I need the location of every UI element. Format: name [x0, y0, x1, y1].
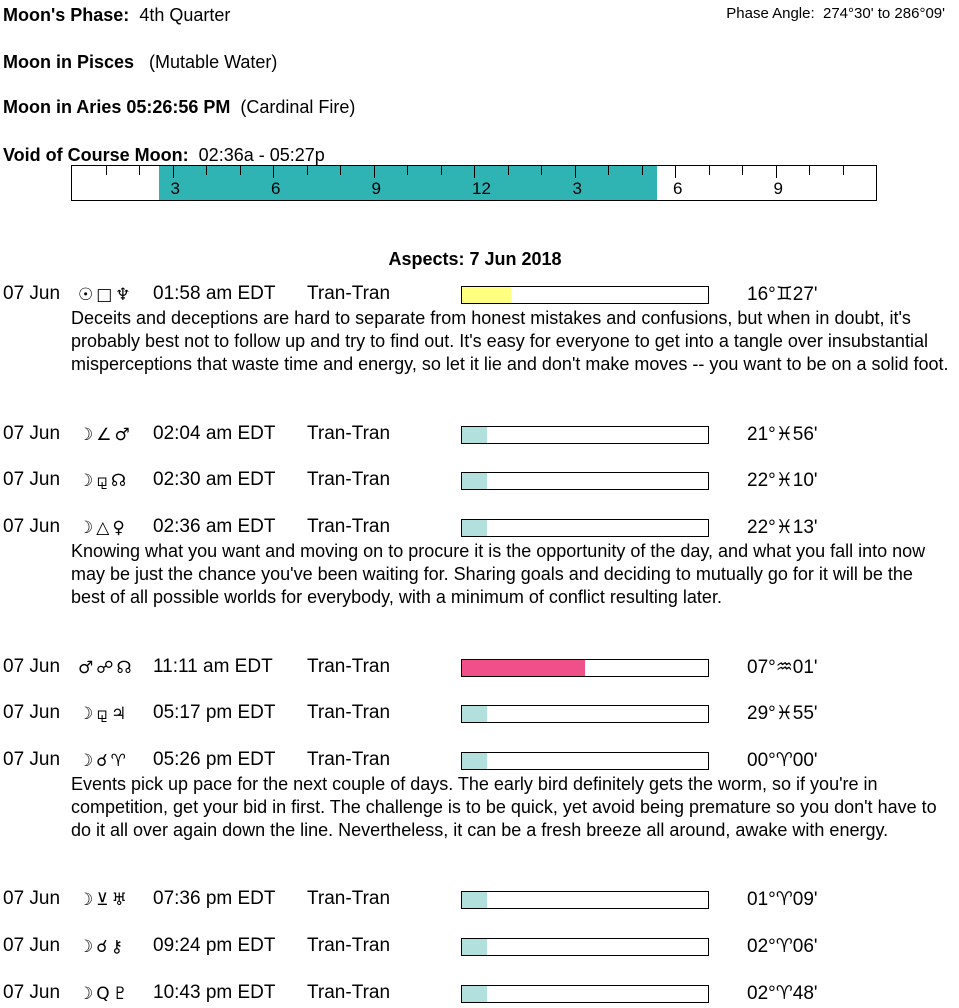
aspect-position: 21°♓56' [747, 424, 818, 445]
aspect-type: Tran-Tran [307, 935, 391, 956]
moon-sign-1-line [3, 52, 277, 73]
aspect-strength-fill [462, 892, 487, 908]
aspect-position: 22°♓13' [747, 517, 818, 538]
aspect-strength-fill [462, 706, 487, 722]
timeline-tick [843, 166, 844, 175]
void-of-course-value: 02:36a - 05:27p [198, 145, 325, 165]
aspect-strength-fill [462, 660, 585, 676]
timeline-tick [776, 166, 777, 178]
void-of-course-line [3, 145, 325, 166]
aspect-date: 07 Jun [3, 982, 61, 1003]
aspects-title: Aspects: 7 Jun 2018 [388, 249, 562, 269]
void-of-course-timeline [71, 165, 877, 201]
phase-angle-value: 274°30' to 286°09' [823, 5, 945, 22]
aspect-date: 07 Jun [3, 935, 61, 956]
aspect-strength-fill [462, 427, 487, 443]
aspect-strength-bar [461, 472, 709, 490]
aspect-type: Tran-Tran [307, 283, 391, 304]
aspect-description: Deceits and deceptions are hard to separate from honest mistakes and confusions, but when in doubt, it's probably best not to follow up and try to find out. It's easy for everyone to get into a tangle over insubstantial misperceptions that waste time and energy, so let it lie and don't make moves -- you want to be on a solid foot. [71, 308, 949, 374]
aspect-strength-bar [461, 705, 709, 723]
timeline-tick [608, 166, 609, 175]
aspect-strength-bar [461, 286, 709, 304]
aspect-date: 07 Jun [3, 469, 61, 490]
aspect-row [3, 516, 953, 540]
aspect-date: 07 Jun [3, 749, 61, 770]
moon-sign-1-element: (Mutable Water) [149, 52, 278, 72]
aspect-position: 16°♊27' [747, 284, 818, 305]
aspect-strength-bar [461, 938, 709, 956]
aspect-glyphs: ☽△♀ [78, 518, 128, 538]
aspect-strength-bar [461, 426, 709, 444]
timeline-hour-label: 9 [371, 179, 381, 198]
aspect-date: 07 Jun [3, 656, 61, 677]
aspect-strength-bar [461, 985, 709, 1003]
aspect-strength-bar [461, 659, 709, 677]
aspect-glyphs: ☉□♆ [78, 285, 134, 305]
aspect-row [3, 656, 953, 680]
aspect-strength-fill [462, 287, 511, 303]
aspect-position: 29°♓55' [747, 703, 818, 724]
timeline-tick [675, 166, 676, 178]
phase-angle [726, 5, 945, 22]
aspect-glyphs: ♂☍☊ [78, 658, 135, 678]
aspect-date: 07 Jun [3, 702, 61, 723]
aspect-row [3, 888, 953, 912]
aspect-time: 09:24 pm EDT [153, 935, 276, 956]
aspect-strength-fill [462, 986, 487, 1002]
aspect-description: Knowing what you want and moving on to procure it is the opportunity of the day, and what you fall into now may be just the chance you've been waiting for. Sharing goals and deciding to mutually go for it will be the best of all possible worlds for everybody, with a minimum of conflict resulting later. [71, 541, 926, 607]
timeline-tick [742, 166, 743, 175]
moon-phase-value: 4th Quarter [139, 5, 231, 25]
timeline-tick [709, 166, 710, 175]
timeline-hour-label: 3 [572, 179, 582, 198]
aspect-strength-fill [462, 473, 487, 489]
void-of-course-label: Void of Course Moon: [3, 145, 189, 165]
moon-sign-2-line [3, 97, 355, 118]
timeline-hour-label: 9 [773, 179, 783, 198]
timeline-tick [575, 166, 576, 178]
timeline-tick [206, 166, 207, 175]
aspect-time: 01:58 am EDT [153, 283, 276, 304]
aspect-row [3, 935, 953, 959]
timeline-tick [307, 166, 308, 175]
aspect-type: Tran-Tran [307, 516, 391, 537]
aspect-position: 07°♒01' [747, 657, 818, 678]
timeline-tick [340, 166, 341, 175]
timeline-tick [809, 166, 810, 175]
aspect-type: Tran-Tran [307, 656, 391, 677]
aspect-row [3, 469, 953, 493]
aspect-row [3, 283, 953, 307]
timeline-hour-label: 12 [472, 179, 491, 198]
aspect-date: 07 Jun [3, 283, 61, 304]
timeline-tick [374, 166, 375, 178]
timeline-tick [642, 166, 643, 175]
moon-phase-line [3, 5, 230, 26]
aspect-strength-fill [462, 520, 487, 536]
moon-sign-2-label: Moon in Aries 05:26:56 PM [3, 97, 231, 117]
aspect-type: Tran-Tran [307, 982, 391, 1003]
aspect-time: 11:11 am EDT [153, 656, 273, 677]
aspect-date: 07 Jun [3, 423, 61, 444]
aspect-strength-bar [461, 752, 709, 770]
timeline-tick [240, 166, 241, 175]
timeline-tick [173, 166, 174, 178]
aspect-glyphs: ☽Q♇ [78, 984, 131, 1004]
aspect-position: 22°♓10' [747, 470, 818, 491]
aspect-glyphs: ☽☌♈ [78, 751, 129, 771]
aspect-time: 10:43 pm EDT [153, 982, 276, 1003]
aspect-type: Tran-Tran [307, 888, 391, 909]
aspect-glyphs: ☽⊻♅ [78, 890, 130, 910]
aspect-type: Tran-Tran [307, 469, 391, 490]
aspect-glyphs: ☽∠♂ [78, 425, 133, 445]
aspect-date: 07 Jun [3, 516, 61, 537]
aspect-position: 02°♈48' [747, 983, 818, 1004]
timeline-hour-label: 6 [271, 179, 281, 198]
timeline-tick [139, 166, 140, 175]
aspect-glyphs: ☽⚼♃ [78, 704, 130, 724]
aspect-time: 02:36 am EDT [153, 516, 276, 537]
aspect-strength-bar [461, 519, 709, 537]
aspect-glyphs: ☽⚼☊ [78, 471, 130, 491]
aspect-time: 05:26 pm EDT [153, 749, 276, 770]
aspect-glyphs: ☽☌⚷ [78, 937, 127, 957]
aspect-row [3, 702, 953, 726]
timeline-tick [541, 166, 542, 175]
aspect-time: 02:04 am EDT [153, 423, 276, 444]
timeline-tick [273, 166, 274, 178]
timeline-tick [441, 166, 442, 175]
aspect-description: Events pick up pace for the next couple of days. The early bird definitely gets the worm, so if you're in competition, get your bid in first. The challenge is to be quick, yet avoid being premature so you don't have to do it all over again down the line. Nevertheless, it can be a fresh breeze all around, awake with energy. [71, 774, 937, 840]
aspect-row [3, 749, 953, 773]
aspect-type: Tran-Tran [307, 702, 391, 723]
timeline-hour-label: 6 [673, 179, 683, 198]
phase-angle-label: Phase Angle: [726, 5, 815, 22]
aspect-time: 07:36 pm EDT [153, 888, 276, 909]
timeline-hour-label: 3 [170, 179, 180, 198]
timeline-tick [407, 166, 408, 175]
moon-sign-1-label: Moon in Pisces [3, 52, 135, 72]
aspect-type: Tran-Tran [307, 749, 391, 770]
timeline-tick [474, 166, 475, 178]
aspect-strength-fill [462, 939, 487, 955]
moon-phase-label: Moon's Phase: [3, 5, 130, 25]
aspect-time: 05:17 pm EDT [153, 702, 276, 723]
timeline-tick [106, 166, 107, 175]
aspect-row [3, 423, 953, 447]
aspect-position: 01°♈09' [747, 889, 818, 910]
aspect-position: 00°♈00' [747, 750, 818, 771]
aspect-row [3, 982, 953, 1006]
moon-sign-2-element: (Cardinal Fire) [240, 97, 356, 117]
timeline-tick [508, 166, 509, 175]
aspect-position: 02°♈06' [747, 936, 818, 957]
aspect-type: Tran-Tran [307, 423, 391, 444]
aspect-strength-bar [461, 891, 709, 909]
aspect-strength-fill [462, 753, 487, 769]
aspect-time: 02:30 am EDT [153, 469, 276, 490]
aspect-date: 07 Jun [3, 888, 61, 909]
